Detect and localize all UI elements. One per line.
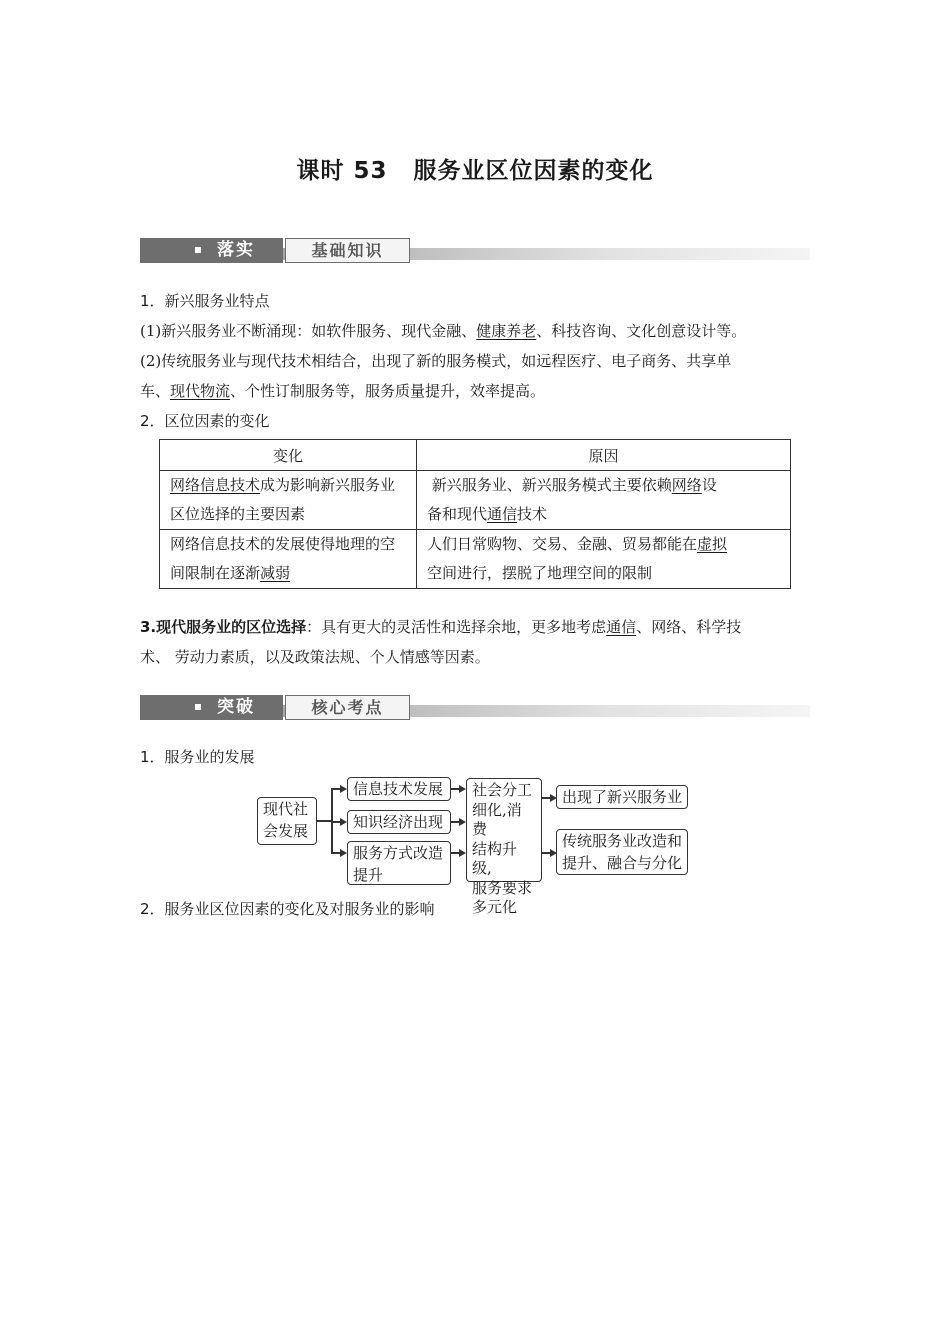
- column-header-change: 变化: [160, 440, 417, 471]
- cell-change: 网络信息技术的发展使得地理的空 间限制在逐渐减弱: [160, 530, 417, 589]
- section-tag: 突破: [217, 697, 255, 717]
- cell-reason: 新兴服务业、新兴服务模式主要依赖网络设 备和现代通信技术: [417, 471, 791, 530]
- paragraph-2-line2: 车、现代物流、个性订制服务等，服务质量提升，效率提高。: [140, 382, 546, 400]
- node-knowledge-economy: 知识经济出现: [347, 810, 451, 834]
- section-tag: 落实: [217, 240, 255, 260]
- column-header-reason: 原因: [417, 440, 791, 471]
- page-title: 课时 53 服务业区位因素的变化: [296, 158, 654, 184]
- node-service-mode: 服务方式改造 提升: [347, 841, 451, 885]
- node-modern-society: 现代社 会发展: [257, 797, 317, 845]
- cell-change: 网络信息技术成为影响新兴服务业 区位选择的主要因素: [160, 471, 417, 530]
- paragraph-3-line2: 术、 劳动力素质，以及政策法规、个人情感等因素。: [140, 648, 490, 666]
- heading-new-service-features: 1．新兴服务业特点: [140, 292, 270, 310]
- section-label: 核心考点: [285, 695, 410, 720]
- node-traditional-service: 传统服务业改造和 提升、融合与分化: [556, 829, 688, 875]
- heading-location-factor-impact: 2．服务业区位因素的变化及对服务业的影响: [140, 900, 435, 918]
- node-social-division: 社会分工 细化,消费 结构升级, 服务要求 多元化: [466, 778, 542, 882]
- node-new-service: 出现了新兴服务业: [556, 785, 688, 809]
- paragraph-2-line1: (2)传统服务业与现代技术相结合，出现了新的服务模式，如远程医疗、电子商务、共享单: [140, 352, 732, 370]
- cell-reason: 人们日常购物、交易、金融、贸易都能在虚拟 空间进行，摆脱了地理空间的限制: [417, 530, 791, 589]
- heading-location-factor-change: 2．区位因素的变化: [140, 412, 270, 430]
- heading-service-development: 1．服务业的发展: [140, 748, 255, 766]
- paragraph-1: (1)新兴服务业不断涌现：如软件服务、现代金融、健康养老、科技咨询、文化创意设计等。: [140, 322, 747, 340]
- section-label: 基础知识: [285, 238, 410, 263]
- paragraph-3-line1: 3.现代服务业的区位选择：具有更大的灵活性和选择余地，更多地考虑通信、网络、科学技: [140, 618, 742, 636]
- node-info-tech: 信息技术发展: [347, 777, 451, 801]
